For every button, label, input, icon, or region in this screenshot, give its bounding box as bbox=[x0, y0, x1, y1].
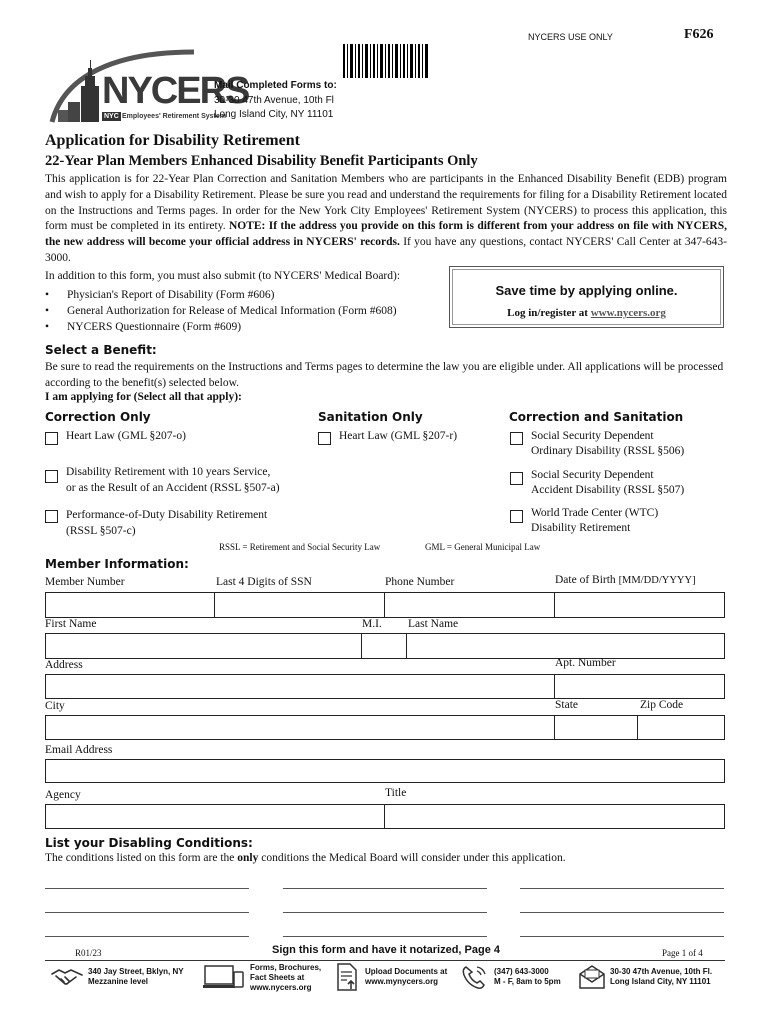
wtc-disability-label-1: World Trade Center (WTC) bbox=[531, 507, 659, 519]
submit-item: • NYCERS Questionnaire (Form #609) bbox=[45, 321, 242, 333]
logo-subtext: Employees' Retirement System bbox=[122, 113, 226, 120]
member-info-row-2 bbox=[45, 633, 725, 659]
state-field[interactable] bbox=[555, 716, 637, 739]
member-info-row-6 bbox=[45, 804, 725, 829]
apt-field[interactable] bbox=[555, 675, 724, 698]
dob-field[interactable] bbox=[555, 593, 724, 617]
form-number: F626 bbox=[684, 27, 714, 42]
col-sanitation-heading: Sanitation Only bbox=[318, 410, 423, 424]
performance-of-duty-checkbox[interactable] bbox=[45, 510, 58, 523]
intro-tail: If you have any questions, contact NYCERS' Call Center at 347-643-3000. bbox=[45, 236, 728, 264]
condition-line[interactable] bbox=[283, 888, 487, 889]
logo-nyc: NYC bbox=[104, 113, 119, 120]
email-label: Email Address bbox=[45, 744, 113, 756]
condition-line[interactable] bbox=[283, 936, 487, 937]
footer-location: 340 Jay Street, Bklyn, NY Mezzanine level bbox=[88, 967, 184, 986]
benefit-description: Be sure to read the requirements on the Instructions and Terms pages to determine the law you are eligible under. All applications will be processed according to the benefit(s) selected below. bbox=[45, 361, 724, 389]
footer-divider bbox=[45, 960, 725, 961]
rssl-note: RSSL = Retirement and Social Security Law bbox=[219, 542, 381, 552]
conditions-note: The conditions listed on this form are the only conditions the Medical Board will consider under this application. bbox=[45, 852, 566, 864]
zip-field[interactable] bbox=[638, 716, 724, 739]
upload-icon bbox=[335, 962, 359, 992]
job-title-field[interactable] bbox=[385, 805, 724, 828]
heart-law-207r-checkbox[interactable] bbox=[318, 432, 331, 445]
online-heading: Save time by applying online. bbox=[495, 283, 678, 298]
city-field[interactable] bbox=[46, 716, 554, 739]
mi-label: M.I. bbox=[362, 618, 382, 630]
nycers-link[interactable]: www.nycers.org bbox=[590, 307, 666, 319]
footer-address: 30-30 47th Avenue, 10th Fl. Long Island City, NY 11101 bbox=[610, 967, 713, 986]
submit-lead: In addition to this form, you must also submit (to NYCERS' Medical Board): bbox=[45, 270, 401, 282]
benefit-applying: I am applying for (Select all that apply): bbox=[45, 391, 242, 403]
phone-field[interactable] bbox=[385, 593, 554, 617]
benefit-heading: Select a Benefit: bbox=[45, 343, 157, 357]
online-register: Log in/register at www.nycers.org bbox=[507, 307, 666, 319]
nycers-logo bbox=[44, 46, 249, 126]
sign-notice: Sign this form and have it notarized, Page 4 bbox=[272, 944, 500, 956]
disability-10yr-checkbox[interactable] bbox=[45, 470, 58, 483]
ssn-label: Last 4 Digits of SSN bbox=[216, 576, 312, 588]
computer-icon bbox=[203, 964, 245, 990]
wtc-disability-label-2: Disability Retirement bbox=[531, 522, 631, 534]
mi-field[interactable] bbox=[362, 634, 406, 658]
intro-paragraph bbox=[45, 172, 727, 267]
agency-field[interactable] bbox=[46, 805, 384, 828]
apt-label: Apt. Number bbox=[555, 657, 616, 669]
last-name-label: Last Name bbox=[408, 618, 459, 630]
first-name-field[interactable] bbox=[46, 634, 361, 658]
first-name-label: First Name bbox=[45, 618, 97, 630]
heart-law-207o-checkbox[interactable] bbox=[45, 432, 58, 445]
ssn-field[interactable] bbox=[215, 593, 384, 617]
condition-line[interactable] bbox=[45, 936, 249, 937]
phone-label: Phone Number bbox=[385, 576, 455, 588]
mail-heading: Mail Completed Forms to: bbox=[214, 80, 337, 91]
mail-line-2: Long Island City, NY 11101 bbox=[214, 109, 334, 120]
address-field[interactable] bbox=[46, 675, 554, 698]
title-label: Title bbox=[385, 787, 407, 799]
state-label: State bbox=[555, 699, 578, 711]
footer-phone: (347) 643-3000 M - F, 8am to 5pm bbox=[494, 967, 561, 986]
page-number: Page 1 of 4 bbox=[662, 948, 703, 958]
ssd-accident-507-label-1: Social Security Dependent bbox=[531, 469, 654, 481]
agency-label: Agency bbox=[45, 789, 81, 801]
col-correction-heading: Correction Only bbox=[45, 410, 151, 424]
conditions-heading: List your Disabling Conditions: bbox=[45, 836, 253, 850]
submit-list bbox=[45, 287, 445, 335]
condition-line[interactable] bbox=[45, 888, 249, 889]
page-title: Application for Disability Retirement bbox=[45, 132, 300, 149]
member-number-field[interactable] bbox=[46, 593, 214, 617]
ssd-ordinary-506-label-2: Ordinary Disability (RSSL §506) bbox=[531, 445, 685, 457]
member-number-label: Member Number bbox=[45, 576, 125, 588]
logo-wordmark: NYCERS bbox=[102, 70, 249, 112]
last-name-field[interactable] bbox=[407, 634, 724, 658]
member-info-row-4 bbox=[45, 715, 725, 740]
ssd-accident-507-checkbox[interactable] bbox=[510, 472, 523, 485]
city-label: City bbox=[45, 700, 65, 712]
footer-forms: Forms, Brochures, Fact Sheets at www.nycers.org bbox=[250, 963, 322, 992]
intro-note: NOTE: If the address you provide on this form is different from your address on file with NYCERS, the new address will become your official address in NYCERS' records. bbox=[45, 220, 728, 249]
mail-line-1: 30-30 47th Avenue, 10th Fl bbox=[214, 95, 334, 106]
wtc-disability-checkbox[interactable] bbox=[510, 510, 523, 523]
intro-text: This application is for 22-Year Plan Correction and Sanitation Members who are participants in the Enhanced Disability Benefit (EDB) program and wish to apply for a Disability Retirement. Please be sure you read and understand the requirements for filing for a Disability Retirement located on the Instructions and Terms pages. In order for the New York City Employees' Retirement System (NYCERS) to process this application, this form must be completed in its entirety. bbox=[45, 173, 727, 233]
member-info-row-1 bbox=[45, 592, 725, 618]
col-both-heading: Correction and Sanitation bbox=[509, 410, 684, 424]
condition-line[interactable] bbox=[45, 912, 249, 913]
use-only-label: NYCERS USE ONLY bbox=[528, 32, 613, 42]
revision-code: R01/23 bbox=[75, 948, 102, 958]
ssd-ordinary-506-label-1: Social Security Dependent bbox=[531, 430, 654, 442]
heart-law-207o-label: Heart Law (GML §207-o) bbox=[66, 430, 186, 442]
ssd-accident-507-label-2: Accident Disability (RSSL §507) bbox=[531, 484, 685, 496]
barcode bbox=[343, 44, 428, 80]
submit-item: • General Authorization for Release of Medical Information (Form #608) bbox=[45, 305, 397, 317]
address-label: Address bbox=[45, 659, 83, 671]
disability-10yr-label-1: Disability Retirement with 10 years Service, bbox=[66, 466, 271, 478]
condition-line[interactable] bbox=[283, 912, 487, 913]
online-box bbox=[449, 266, 724, 328]
condition-line[interactable] bbox=[520, 888, 724, 889]
member-heading: Member Information: bbox=[45, 557, 189, 571]
condition-line[interactable] bbox=[520, 936, 724, 937]
page-subtitle: 22-Year Plan Members Enhanced Disability Benefit Participants Only bbox=[45, 153, 478, 169]
performance-of-duty-label-1: Performance-of-Duty Disability Retirement bbox=[66, 509, 268, 521]
gml-note: GML = General Municipal Law bbox=[425, 542, 541, 552]
dob-label: Date of Birth [MM/DD/YYYY] bbox=[555, 574, 696, 586]
zip-label: Zip Code bbox=[640, 699, 684, 711]
mail-icon bbox=[578, 964, 606, 990]
handshake-icon bbox=[50, 966, 84, 988]
condition-line[interactable] bbox=[520, 912, 724, 913]
ssd-ordinary-506-checkbox[interactable] bbox=[510, 432, 523, 445]
performance-of-duty-label-2: (RSSL §507-c) bbox=[66, 525, 136, 537]
email-field[interactable] bbox=[45, 759, 725, 783]
disability-10yr-label-2: or as the Result of an Accident (RSSL §507-a) bbox=[66, 482, 280, 494]
phone-icon bbox=[460, 963, 490, 991]
member-info-row-3 bbox=[45, 674, 725, 699]
footer-upload: Upload Documents at www.mynycers.org bbox=[365, 967, 448, 986]
heart-law-207r-label: Heart Law (GML §207-r) bbox=[339, 430, 458, 442]
submit-item: • Physician's Report of Disability (Form #606) bbox=[45, 289, 275, 301]
